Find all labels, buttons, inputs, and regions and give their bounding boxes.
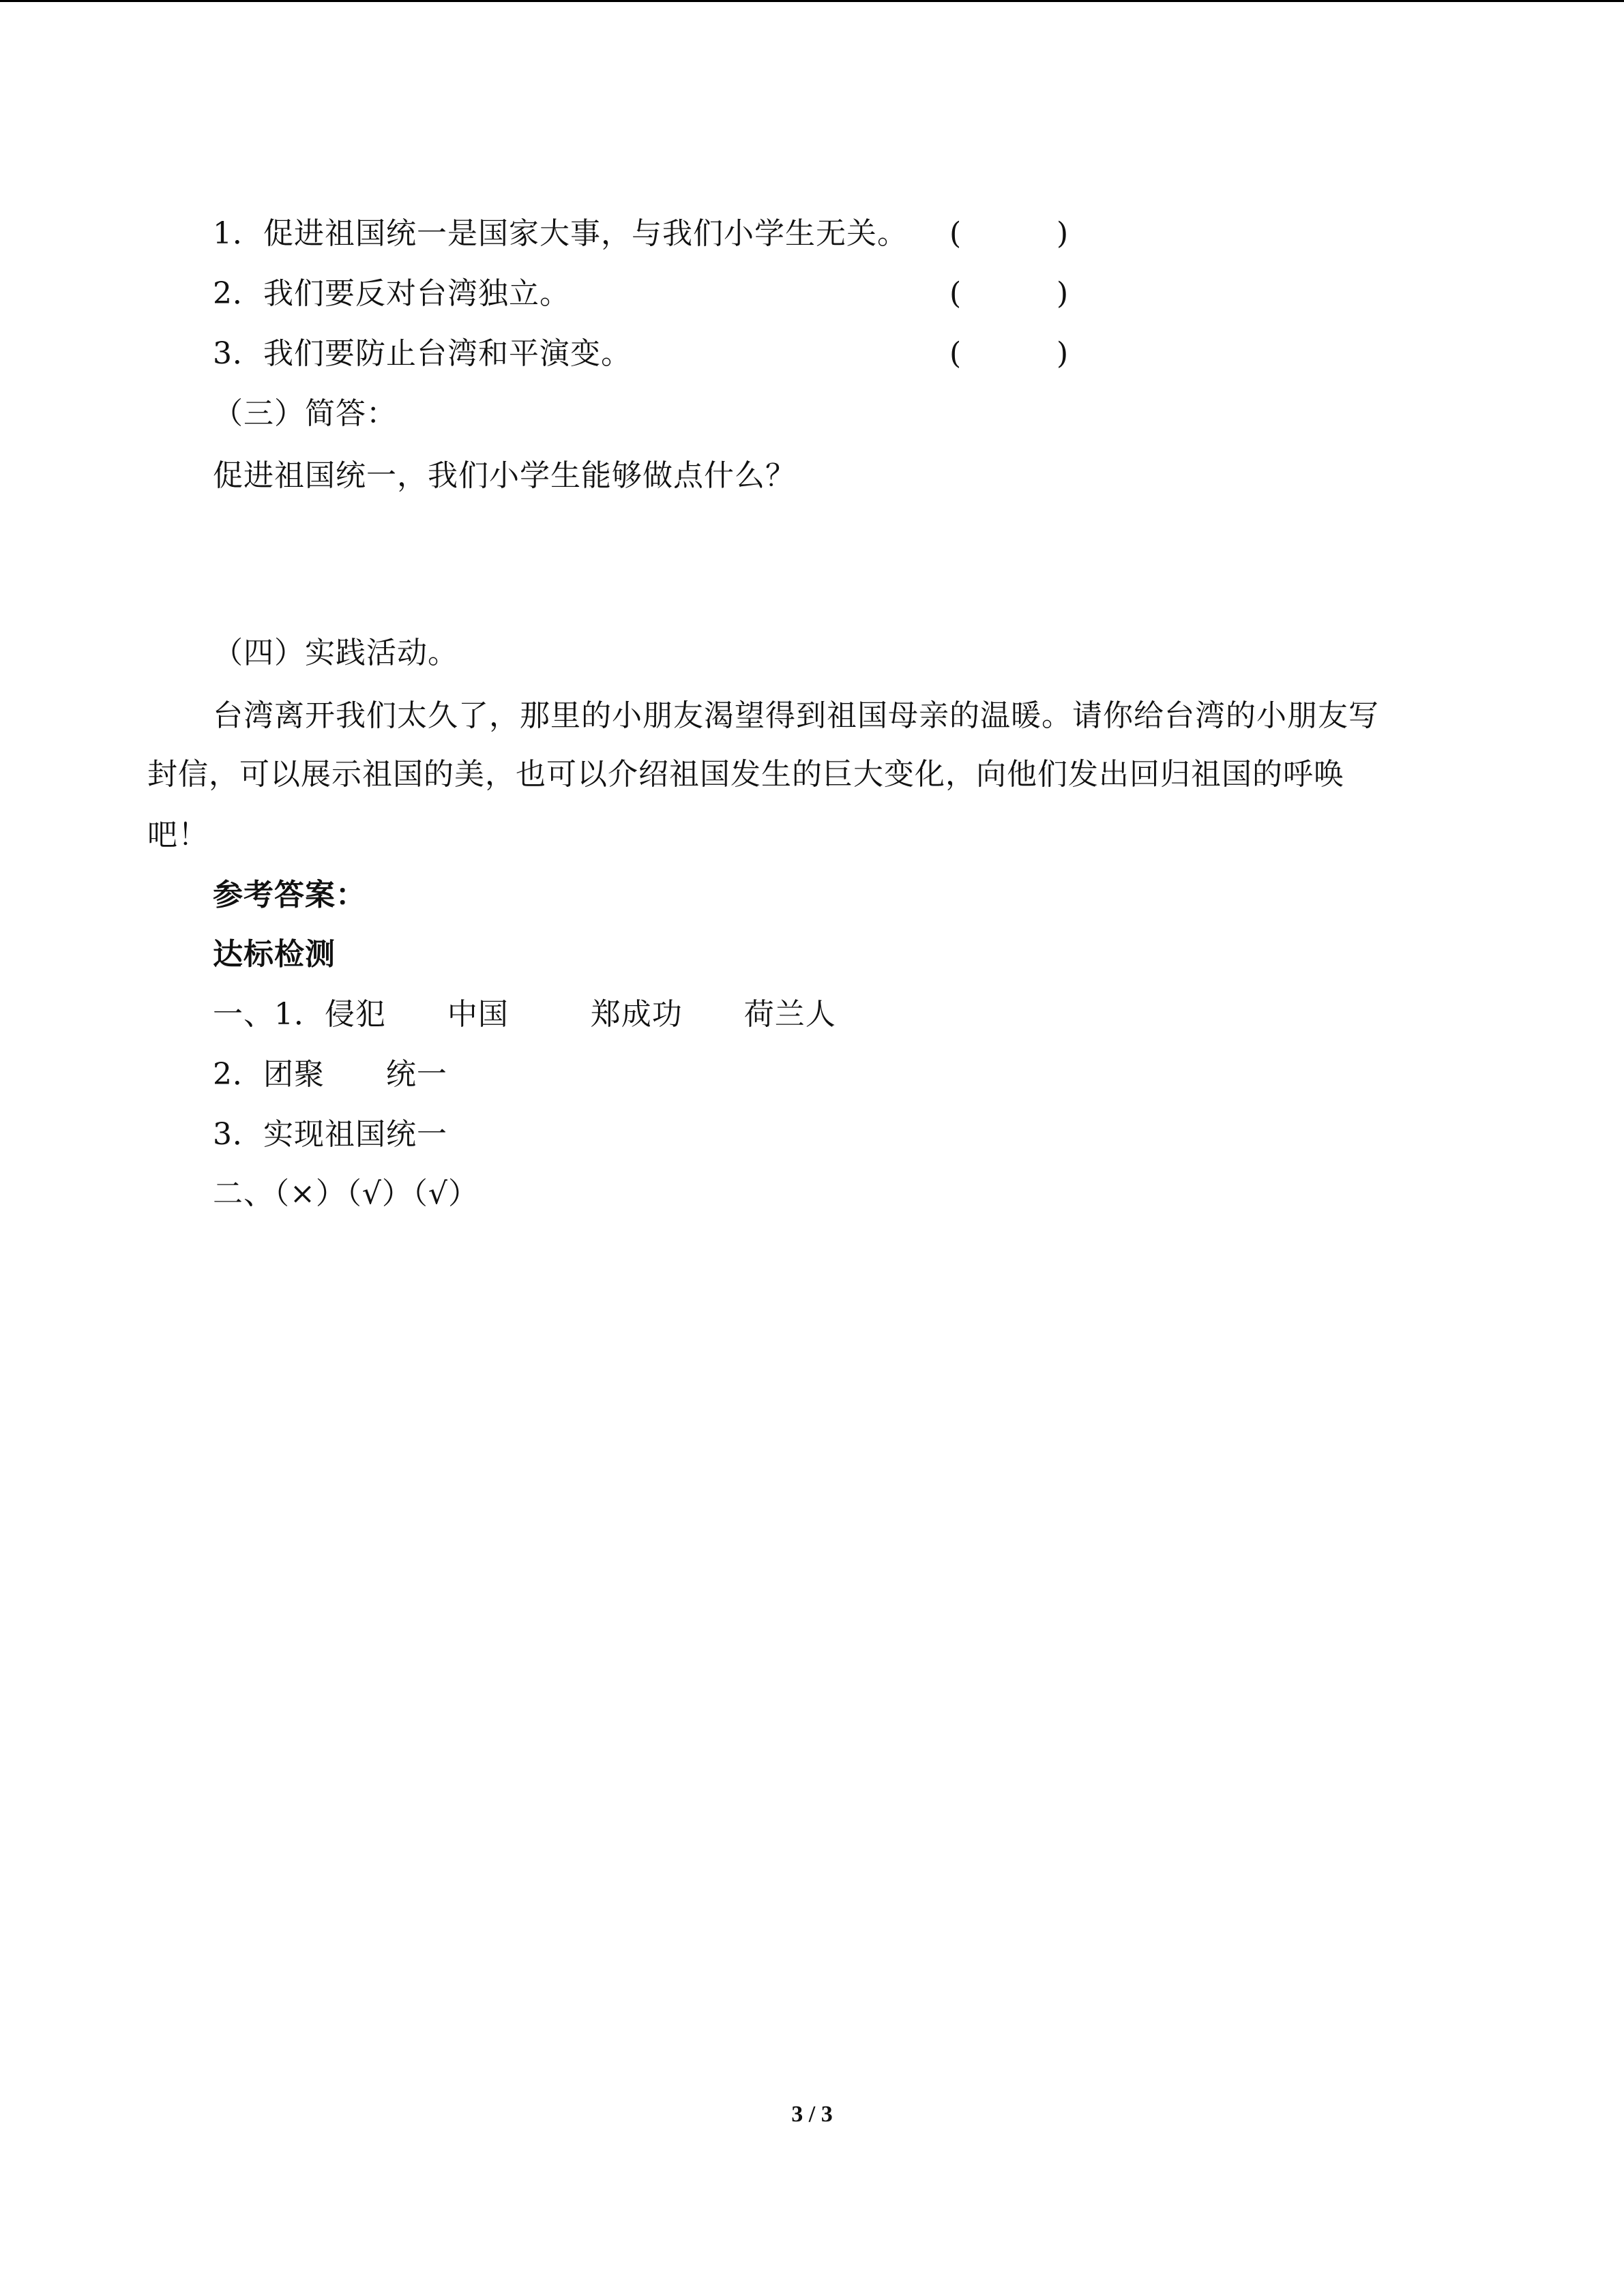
section3-heading: （三）简答： xyxy=(213,396,397,431)
judgment-item-1-answer-blank: ( ) xyxy=(949,216,1069,251)
section4-paragraph-line-1: 台湾离开我们太久了，那里的小朋友渴望得到祖国母亲的温暖。请你给台湾的小朋友写 xyxy=(213,698,1379,733)
judgment-item-2: 2．我们要反对台湾独立。 xyxy=(213,276,570,311)
answers-title: 参考答案： xyxy=(213,878,366,912)
section4-paragraph-line-3: 吧！ xyxy=(147,818,209,852)
answer-line-3: 3．实现祖国统一 xyxy=(213,1117,447,1152)
page-number: 3 / 3 xyxy=(791,2102,833,2127)
judgment-item-3: 3．我们要防止台湾和平演变。 xyxy=(213,336,632,371)
judgment-item-1: 1．促进祖国统一是国家大事，与我们小学生无关。 xyxy=(213,216,908,251)
judgment-item-3-answer-blank: ( ) xyxy=(949,336,1069,371)
section3-question: 促进祖国统一，我们小学生能够做点什么？ xyxy=(213,458,796,493)
answer-line-4: 二、（×）（√）（√） xyxy=(213,1176,479,1211)
section4-paragraph-line-2: 封信，可以展示祖国的美，也可以介绍祖国发生的巨大变化，向他们发出回归祖国的呼唤 xyxy=(147,757,1344,792)
answer-line-1: 一、1．侵犯 中国 郑成功 荷兰人 xyxy=(213,997,836,1032)
answers-subtitle: 达标检测 xyxy=(213,937,336,972)
section4-heading: （四）实践活动。 xyxy=(213,636,458,670)
answer-line-2: 2．团聚 统一 xyxy=(213,1057,447,1092)
judgment-item-2-answer-blank: ( ) xyxy=(949,276,1069,311)
page-top-rule xyxy=(0,0,1624,2)
